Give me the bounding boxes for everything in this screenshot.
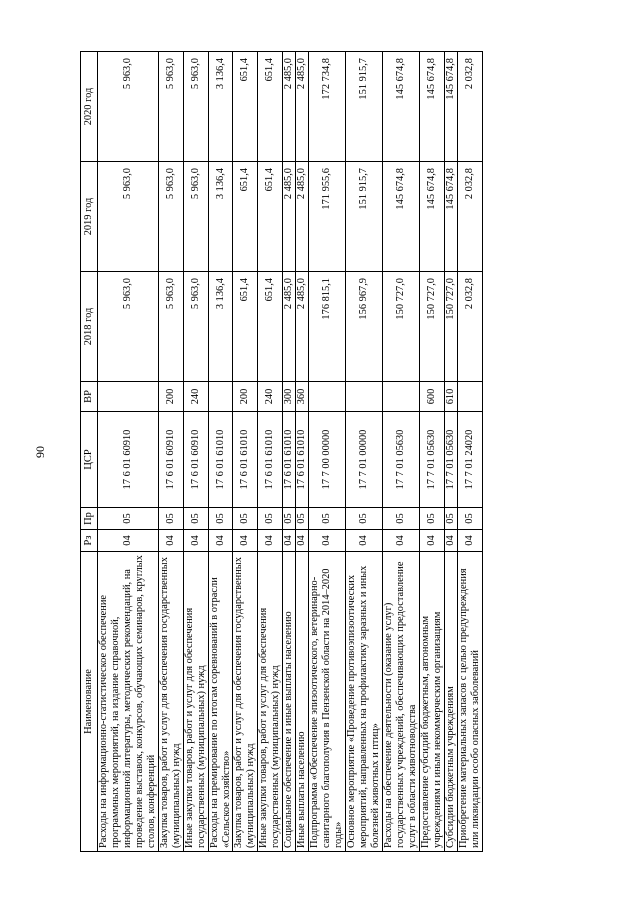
row-2020: 651,4 [233,52,258,162]
table-row [158,52,183,852]
row-2020: 145 674,8 [419,52,444,162]
row-vr [457,382,482,412]
row-2018: 5 963,0 [98,272,159,382]
row-vr: 200 [158,382,183,412]
row-csr: 17 6 01 61010 [283,412,296,508]
table-row [233,52,258,852]
row-2018: 2 032,8 [457,272,482,382]
row-rz: 04 [233,530,258,552]
row-2019: 151 915,7 [346,162,383,272]
row-pr: 05 [309,508,346,530]
header-rz: Рз [81,530,98,552]
row-csr: 17 6 01 60910 [98,412,159,508]
row-vr: 600 [419,382,444,412]
row-csr: 17 7 01 05630 [382,412,419,508]
table-row [296,52,309,852]
row-2018: 651,4 [233,272,258,382]
row-2018: 5 963,0 [158,272,183,382]
header-name: Наименование [81,552,98,852]
row-name: Иные закупки товаров, работ и услуг для обеспечения государственных (муниципальных) нужд [258,552,283,852]
row-2020: 3 136,4 [208,52,233,162]
row-2019: 2 485,0 [283,162,296,272]
row-name: Расходы на информационно-статистическое обеспечение программных мероприятий, на издание справочной, информационной литературы, методических рекомендаций, на проведение выставок, конкурсов, обучающих семинаров, круглых столов, конференций [98,552,159,852]
row-name: Подпрограмма «Обеспечение эпизоотического, ветеринарно-санитарного благополучия в Пензенской области на 2014–2020 годы» [309,552,346,852]
row-pr: 05 [183,508,208,530]
row-name: Закупка товаров, работ и услуг для обеспечения государственных (муниципальных) нужд [158,552,183,852]
row-pr: 05 [233,508,258,530]
row-rz: 04 [258,530,283,552]
table-row [457,52,482,852]
row-2018: 5 963,0 [183,272,208,382]
row-2020: 5 963,0 [183,52,208,162]
header-pr: Пр [81,508,98,530]
row-csr: 17 6 01 60910 [183,412,208,508]
row-2019: 171 955,6 [309,162,346,272]
row-2018: 150 727,0 [382,272,419,382]
row-2020: 172 734,8 [309,52,346,162]
row-rz: 04 [444,530,457,552]
row-2018: 3 136,4 [208,272,233,382]
row-2019: 2 485,0 [296,162,309,272]
row-name: Субсидии бюджетным учреждениям [444,552,457,852]
row-rz: 04 [183,530,208,552]
row-csr: 17 7 01 24020 [457,412,482,508]
row-2019: 5 963,0 [183,162,208,272]
row-2019: 5 963,0 [98,162,159,272]
row-2018: 2 485,0 [296,272,309,382]
row-2020: 151 915,7 [346,52,383,162]
row-2018: 176 815,1 [309,272,346,382]
row-csr: 17 7 00 00000 [309,412,346,508]
table-row [382,52,419,852]
row-rz: 04 [419,530,444,552]
row-pr: 05 [208,508,233,530]
row-name: Расходы на премирование по итогам соревнований в отрасли «Сельское хозяйство» [208,552,233,852]
row-rz: 04 [296,530,309,552]
row-name: Иные выплаты населению [296,552,309,852]
row-csr: 17 6 01 60910 [158,412,183,508]
row-pr: 05 [457,508,482,530]
row-rz: 04 [382,530,419,552]
row-vr [98,382,159,412]
row-2019: 145 674,8 [444,162,457,272]
row-vr [346,382,383,412]
row-2020: 651,4 [258,52,283,162]
row-2020: 2 485,0 [296,52,309,162]
row-vr: 610 [444,382,457,412]
row-pr: 05 [444,508,457,530]
row-2019: 2 032,8 [457,162,482,272]
row-2019: 5 963,0 [158,162,183,272]
table-row [98,52,159,852]
row-vr: 360 [296,382,309,412]
row-2020: 5 963,0 [158,52,183,162]
row-name: Предоставление субсидий бюджетным, автономным учреждениям и иным некоммерческим организациям [419,552,444,852]
row-name: Основное мероприятие «Проведение противоэпизоотических мероприятий, направленных на профилактику заразных и иных болезней животных и птиц» [346,552,383,852]
header-csr: ЦСР [81,412,98,508]
table-header-row [81,52,98,852]
row-csr: 17 6 01 61010 [208,412,233,508]
row-2019: 651,4 [258,162,283,272]
budget-table-container [80,52,540,852]
row-csr: 17 6 01 61010 [233,412,258,508]
row-vr: 300 [283,382,296,412]
row-vr [382,382,419,412]
row-2018: 156 967,9 [346,272,383,382]
row-rz: 04 [98,530,159,552]
row-rz: 04 [283,530,296,552]
row-pr: 05 [98,508,159,530]
row-2020: 145 674,8 [382,52,419,162]
row-vr: 240 [183,382,208,412]
row-name: Иные закупки товаров, работ и услуг для обеспечения государственных (муниципальных) нужд [183,552,208,852]
table-row [419,52,444,852]
row-2018: 651,4 [258,272,283,382]
row-2020: 2 485,0 [283,52,296,162]
row-2019: 3 136,4 [208,162,233,272]
row-pr: 05 [258,508,283,530]
table-row [258,52,283,852]
table-row [283,52,296,852]
row-pr: 05 [296,508,309,530]
row-vr: 240 [258,382,283,412]
row-rz: 04 [457,530,482,552]
header-2018: 2018 год [81,272,98,382]
table-row [183,52,208,852]
row-csr: 17 6 01 61010 [296,412,309,508]
row-pr: 05 [283,508,296,530]
row-2019: 145 674,8 [419,162,444,272]
row-2018: 2 485,0 [283,272,296,382]
row-csr: 17 7 01 05630 [444,412,457,508]
row-2018: 150 727,0 [419,272,444,382]
row-2020: 5 963,0 [98,52,159,162]
page-number: 90 [33,446,47,458]
row-pr: 05 [158,508,183,530]
header-2020: 2020 год [81,52,98,162]
row-name: Закупка товаров, работ и услуг для обеспечения государственных (муниципальных) нужд [233,552,258,852]
row-2019: 145 674,8 [382,162,419,272]
table-row [444,52,457,852]
row-vr: 200 [233,382,258,412]
table-row [346,52,383,852]
row-name: Расходы на обеспечение деятельности (оказание услуг) государственных учреждений, обеспечивающих предоставление услуг в области животноводства [382,552,419,852]
budget-table [80,51,483,852]
row-pr: 05 [346,508,383,530]
row-pr: 05 [419,508,444,530]
table-row [309,52,346,852]
row-csr: 17 6 01 61010 [258,412,283,508]
row-pr: 05 [382,508,419,530]
row-name: Социальное обеспечение и иные выплаты населению [283,552,296,852]
row-csr: 17 7 01 05630 [419,412,444,508]
row-rz: 04 [158,530,183,552]
row-vr [309,382,346,412]
row-rz: 04 [208,530,233,552]
header-vr: ВР [81,382,98,412]
row-csr: 17 7 01 00000 [346,412,383,508]
row-2020: 2 032,8 [457,52,482,162]
table-row [208,52,233,852]
row-name: Приобретение материальных запасов с целью предупреждения или ликвидации особо опасных заболеваний [457,552,482,852]
row-vr [208,382,233,412]
row-2020: 145 674,8 [444,52,457,162]
row-rz: 04 [309,530,346,552]
row-2019: 651,4 [233,162,258,272]
row-rz: 04 [346,530,383,552]
row-2018: 150 727,0 [444,272,457,382]
header-2019: 2019 год [81,162,98,272]
